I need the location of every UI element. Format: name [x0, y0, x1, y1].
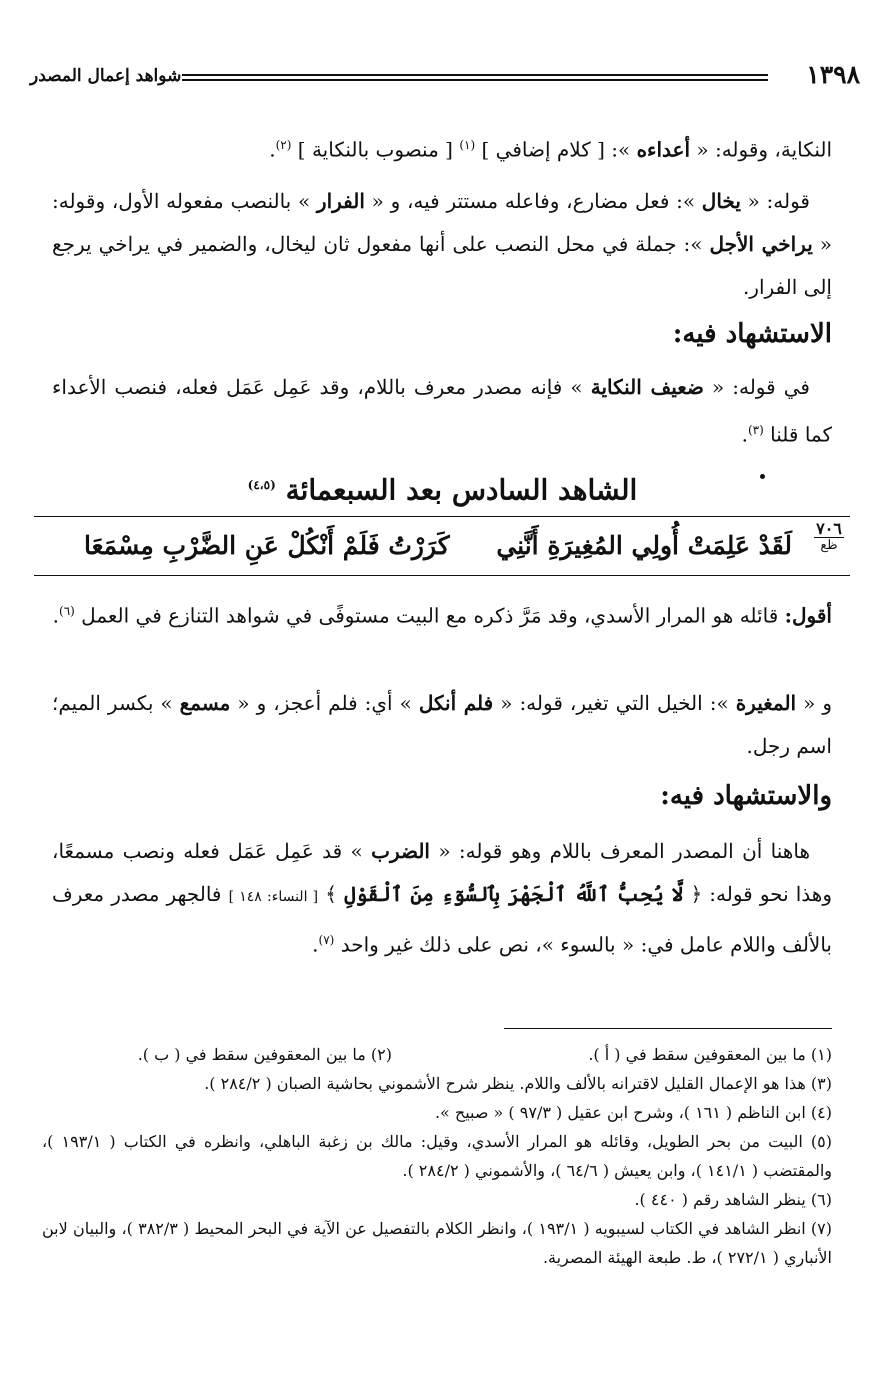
footnote-5: (٥) البيت من بحر الطويل، وقائله هو المرار الأسدي، وقيل: مالك بن زغبة الباهلي، وانظره في الكتاب ( ١٩٣/١ )، والمقتضب ( ١٤١/١ )، وابن يعيش ( ٦٤/٦ )، والأشموني ( ٢٨٤/٢ ). [42, 1132, 832, 1180]
text: »: فعل مضارع، وفاعله مستتر فيه، و « [364, 189, 702, 213]
running-title: شواهد إعمال المصدر [30, 66, 182, 86]
footnote-3: (٣) هذا هو الإعمال القليل لاقترانه بالألف واللام. ينظر شرح الأشموني بحاشية الصبان ( ٢٨٤/٢ ). [204, 1074, 832, 1093]
footnote-4: (٤) ابن الناظم ( ١٦١ )، وشرح ابن عقيل ( ٩٧/٣ ) « صبيح ». [434, 1103, 832, 1122]
shahid-title [0, 462, 885, 513]
text: » بالنصب مفعوله الأول، وقوله: « [52, 189, 833, 256]
text: قوله: « [740, 189, 810, 213]
footnote-marker: (٢) [275, 138, 292, 152]
footnote-1: (١) ما بين المعقوفين سقط في ( أ ). [588, 1045, 832, 1064]
footnotes [42, 1040, 832, 1272]
paragraph-4 [52, 590, 832, 638]
bold-term: يخال [701, 189, 741, 213]
text: » قد عَمِل عَمَل فعله ونصب مسمعًا، وهذا نحو قوله: ﴿ [52, 839, 833, 906]
text: قائله هو المرار الأسدي، وقد مَرَّ ذكره مع البيت مستوفًى في شواهد التنازع في العمل [74, 603, 785, 628]
text: . [741, 422, 748, 447]
paragraph-2 [52, 180, 832, 309]
bold-term: ضعيف النكاية [590, 375, 704, 399]
quran-reference: [ النساء: ١٤٨ ] [228, 889, 319, 905]
bold-term: أعداءه [636, 137, 691, 162]
section-heading: الاستشهاد فيه: [672, 319, 832, 349]
verse-hemistich-1: لَقَدْ عَلِمَتْ أُولِي المُغِيرَةِ أَنَّنِي [496, 531, 792, 560]
footnote-rule [504, 1028, 832, 1029]
section-heading-2: والاستشهاد فيه: [660, 781, 832, 811]
text: »: الخيل التي تغير، قوله: « [493, 691, 736, 715]
footnote-row [42, 1040, 832, 1069]
bold-term: مسمع [179, 691, 231, 715]
bold-term: فلم أنكل [418, 691, 494, 715]
text: في قوله: « [703, 375, 810, 399]
text: » فإنه مصدر معرف باللام، وقد عَمِل عَمَل فعله، فنصب الأعداء كما قلنا [52, 375, 832, 447]
footnote-marker: (٧) [318, 933, 335, 947]
text: » أي: فلم أعجز، و « [230, 691, 419, 715]
quran-verse: لَّا يُحِبُّ ٱللَّهُ ٱلْجَهْرَ بِٱلسُّوٓءِ مِنَ ٱلْقَوْلِ [344, 882, 684, 906]
text: [ منصوب بالنكاية ] [291, 137, 460, 162]
footnote-marker: (٤،٥) [247, 478, 276, 492]
verse-number-value: ٧٠٦ [814, 521, 844, 538]
paragraph-6 [52, 830, 832, 967]
bold-term: الضرب [371, 839, 430, 863]
text: . [52, 603, 59, 628]
footnote-6: (٦) ينظر الشاهد رقم ( ٤٤٠ ). [634, 1190, 832, 1209]
bullet-dot [760, 474, 765, 479]
paragraph-3 [52, 366, 832, 457]
running-header [30, 58, 860, 94]
footnote-marker: (١) [459, 138, 476, 152]
verse-box [34, 516, 850, 576]
footnote-marker: (٣) [747, 423, 764, 437]
verse-hemistich-2: كَرَرْتُ فَلَمْ أَنْكُلْ عَنِ الضَّرْبِ مِسْمَعَا [84, 531, 450, 560]
paragraph-5 [52, 682, 832, 768]
bold-term: الفرار [316, 189, 365, 213]
page-number: ١٣٩٨ [806, 60, 860, 89]
verse-tag: ظع [820, 538, 838, 553]
text: . [269, 137, 276, 162]
verse-number [814, 521, 844, 554]
text: النكاية، وقوله: « [690, 137, 832, 162]
text: ﴾ [318, 882, 345, 906]
footnote-marker: (٦) [59, 604, 75, 618]
text: »: [ كلام إضافي ] [475, 137, 637, 162]
text: فالجهر مصدر معرف بالألف واللام عامل في: « بالسوء »، نص على ذلك غير واحد [52, 882, 832, 957]
text: . [312, 932, 319, 957]
bold-term: المغيرة [735, 691, 797, 715]
shahid-title-text: الشاهد السادس بعد السبعمائة [285, 473, 638, 507]
text: هاهنا أن المصدر المعرف باللام وهو قوله: « [429, 839, 810, 863]
text: »: جملة في محل النصب على أنها مفعول ثان ليخال، والضمير في يراخي يرجع إلى الفرار. [52, 232, 832, 299]
header-rule [182, 74, 768, 81]
bold-term: يراخي الأجل [709, 232, 813, 256]
footnote-7: (٧) انظر الشاهد في الكتاب لسيبويه ( ١٩٣/١ )، وانظر الكلام بالتفصيل عن الآية في البحر المحيط ( ٣٨٢/٣ )، والبيان لابن الأنباري ( ٢٧٢/١ )، ط. طبعة الهيئة المصرية. [42, 1219, 833, 1267]
text: و « [796, 691, 832, 715]
text: » بكسر الميم؛ اسم رجل. [52, 691, 832, 758]
footnote-2: (٢) ما بين المعقوفين سقط في ( ب ). [137, 1045, 392, 1064]
bold-term: أقول: [784, 603, 832, 628]
paragraph-1 [52, 124, 832, 172]
